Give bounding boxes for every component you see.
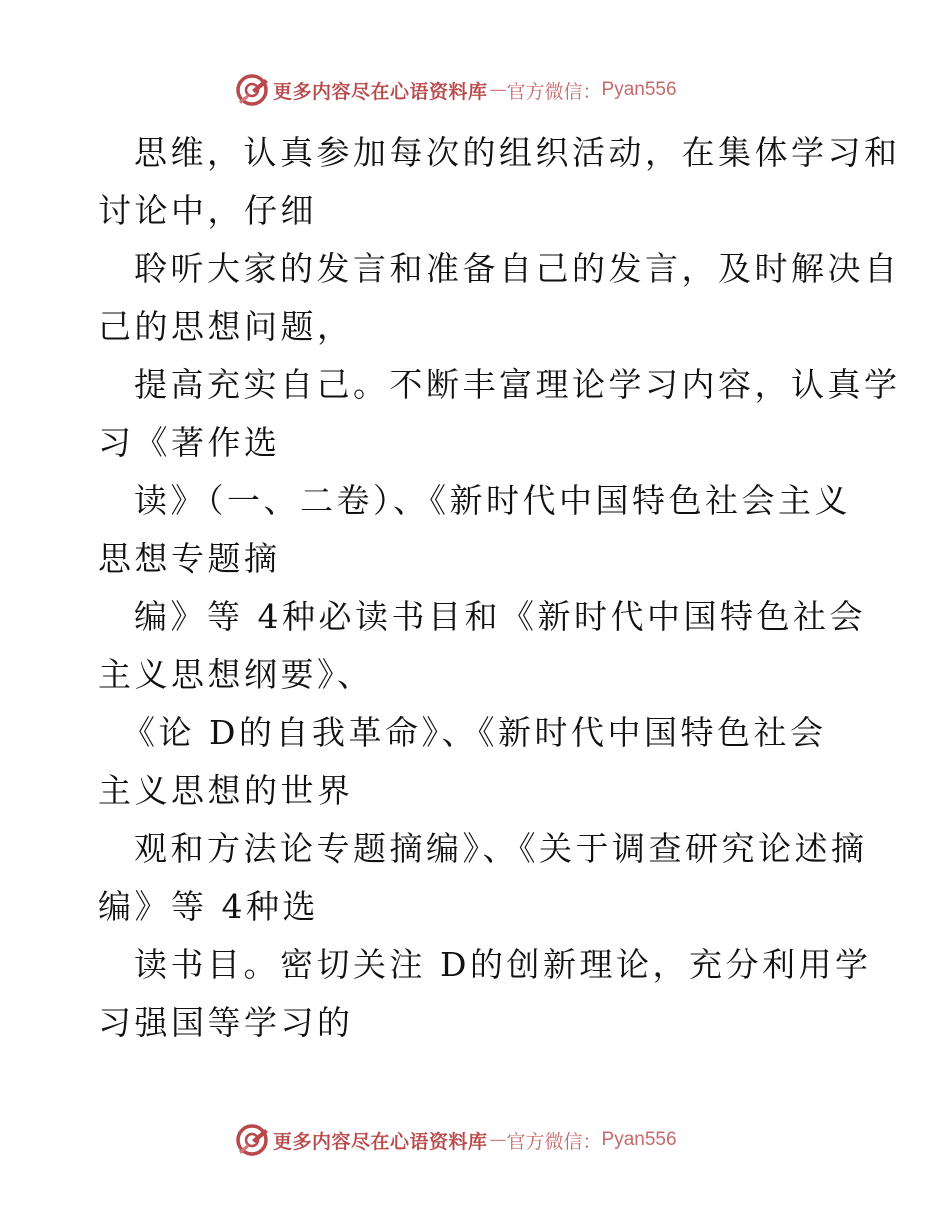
banner-dash: — [489, 80, 507, 100]
banner-wechat-label: 官方微信： [506, 80, 602, 103]
logo-icon [235, 73, 269, 107]
body-line-11: 《论 D的自我革命》、《新时代中国特色社会 [122, 713, 827, 752]
banner-brand-text: 更多内容尽在心语资料库 [273, 1130, 488, 1153]
footer-watermark-banner [235, 1123, 677, 1157]
banner-wechat-label: 官方微信： [506, 1130, 602, 1153]
header-watermark-banner [235, 73, 677, 107]
body-line-13: 观和方法论专题摘编》、《关于调查研究论述摘 [134, 829, 868, 868]
body-line-10: 主义思想纲要》、 [98, 655, 374, 694]
body-line-3: 聆听大家的发言和准备自己的发言，及时解决自 [134, 249, 901, 288]
body-line-5: 提高充实自己。不断丰富理论学习内容，认真学 [134, 365, 901, 404]
body-line-4: 己的思想问题， [98, 307, 354, 346]
body-line-7: 读》（一、二卷）、《新时代中国特色社会主义 [134, 481, 851, 520]
body-line-9: 编》等 4种必读书目和《新时代中国特色社会 [134, 597, 866, 636]
body-line-16: 习强国等学习的 [98, 1003, 354, 1042]
document-body [98, 124, 901, 1052]
banner-dash: — [489, 1130, 507, 1150]
body-line-8: 思想专题摘 [98, 539, 281, 578]
banner-wechat-id: Pyan556 [601, 1129, 677, 1150]
body-line-14: 编》等 4种选 [98, 887, 319, 926]
banner-wechat-id: Pyan556 [601, 79, 677, 100]
banner-brand-text: 更多内容尽在心语资料库 [273, 80, 488, 103]
body-line-6: 习《著作选 [98, 423, 281, 462]
body-line-2: 讨论中，仔细 [98, 191, 317, 230]
body-line-15: 读书目。密切关注 D的创新理论，充分利用学 [134, 945, 872, 984]
logo-icon [235, 1123, 269, 1157]
body-line-12: 主义思想的世界 [98, 771, 354, 810]
body-line-1: 思维，认真参加每次的组织活动，在集体学习和 [134, 133, 901, 172]
